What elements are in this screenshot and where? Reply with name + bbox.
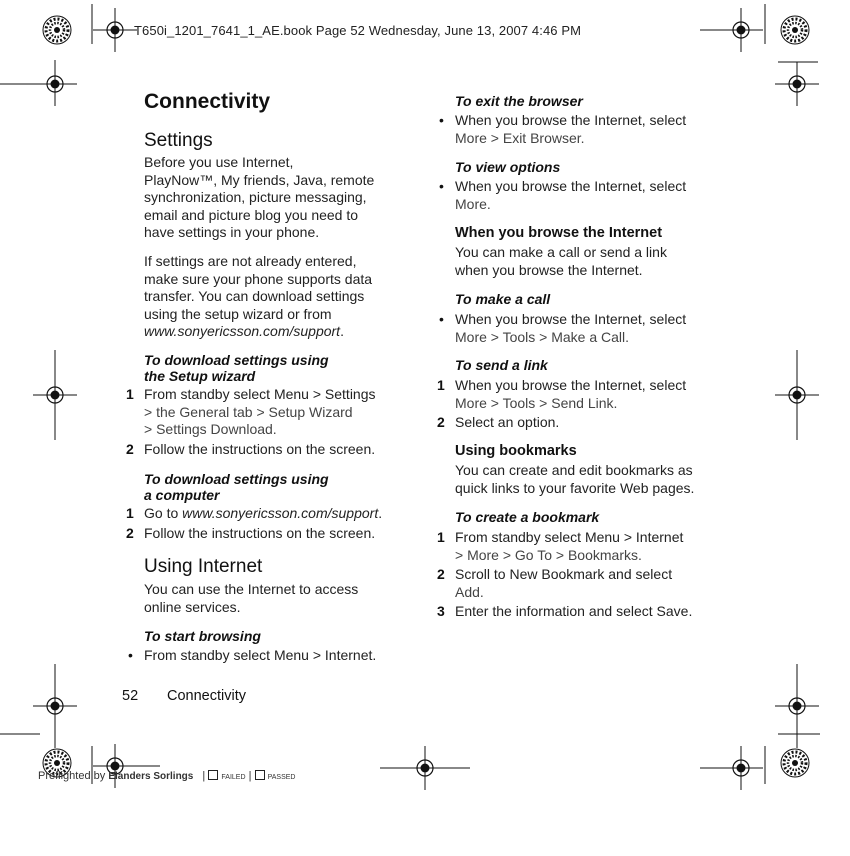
step-number: 3 bbox=[437, 603, 445, 619]
create-bookmark-steps bbox=[437, 529, 737, 629]
text-line: PlayNow™, My friends, Java, remote bbox=[144, 171, 375, 188]
support-link[interactable]: www.sonyericsson.com/support bbox=[144, 323, 341, 340]
text-line: when you browse the Internet. bbox=[455, 261, 643, 278]
color-target-top-right bbox=[781, 16, 809, 44]
step-text: When you browse the Internet, select More > Tools > Send Link. bbox=[455, 377, 687, 411]
checkbox-icon bbox=[208, 770, 218, 780]
bullet-text: When you browse the Internet, select More > Tools > Make a Call. bbox=[455, 311, 687, 345]
registration-mark-top-left bbox=[93, 8, 137, 52]
procedure-send-link: To send a link bbox=[455, 357, 548, 373]
text-line: If settings are not already entered, bbox=[144, 253, 357, 269]
text-line: a computer bbox=[144, 487, 220, 503]
bullet-icon: • bbox=[439, 311, 444, 327]
send-link-steps bbox=[437, 377, 737, 437]
page-number: 52 bbox=[122, 688, 139, 704]
text-line: You can create and edit bookmarks as bbox=[455, 462, 693, 478]
bullet-text: When you browse the Internet, select More. bbox=[455, 178, 687, 212]
bullet-icon: • bbox=[439, 178, 444, 194]
setup-wizard-steps bbox=[126, 386, 416, 466]
internet-paragraph bbox=[144, 581, 358, 616]
procedure-create-bookmark: To create a bookmark bbox=[455, 509, 600, 525]
support-link[interactable]: www.sonyericsson.com/support bbox=[182, 505, 379, 521]
bullet-text: From standby select Menu > Internet. bbox=[144, 647, 377, 663]
settings-heading: Settings bbox=[144, 130, 213, 151]
step-number: 1 bbox=[126, 505, 134, 521]
step-number: 2 bbox=[126, 441, 134, 457]
text-line: You can make a call or send a link bbox=[455, 244, 667, 260]
procedure-start-browsing: To start browsing bbox=[144, 628, 261, 644]
settings-paragraph-2 bbox=[144, 253, 372, 341]
text-line: make sure your phone supports data bbox=[144, 270, 373, 287]
step-text: From standby select Menu > Internet > More > Go To > Bookmarks. bbox=[455, 529, 684, 563]
exit-browser-bullet bbox=[439, 112, 739, 152]
procedure-setup-wizard bbox=[144, 352, 329, 384]
text-line: quick links to your favorite Web pages. bbox=[455, 479, 695, 496]
step-text: From standby select Menu > Settings > the General tab > Setup Wizard > Settings Download. bbox=[144, 386, 376, 438]
browse-paragraph bbox=[455, 244, 667, 279]
internet-heading: Using Internet bbox=[144, 556, 263, 577]
make-call-bullet bbox=[439, 311, 739, 351]
start-browsing-bullet bbox=[128, 647, 418, 667]
step-number: 2 bbox=[437, 414, 445, 430]
step-text: Follow the instructions on the screen. bbox=[144, 525, 376, 541]
text-line: using the setup wizard or from bbox=[144, 305, 332, 322]
text-line: To download settings using bbox=[144, 352, 329, 368]
text-line: transfer. You can download settings bbox=[144, 288, 365, 305]
procedure-computer bbox=[144, 471, 329, 503]
step-number: 1 bbox=[437, 529, 445, 545]
computer-steps bbox=[126, 505, 426, 545]
color-target-top-left bbox=[43, 16, 71, 44]
bookmarks-heading: Using bookmarks bbox=[455, 443, 577, 459]
step-text: Follow the instructions on the screen. bbox=[144, 441, 376, 457]
registration-mark-right-middle bbox=[775, 373, 819, 417]
step-number: 2 bbox=[126, 525, 134, 541]
procedure-make-call: To make a call bbox=[455, 291, 551, 307]
step-number: 2 bbox=[437, 566, 445, 582]
procedure-exit-browser: To exit the browser bbox=[455, 93, 583, 109]
preflight-stamp: Preflighted by Elanders Sorlings | FAILED | PASSED bbox=[38, 770, 296, 782]
browse-heading: When you browse the Internet bbox=[455, 225, 663, 241]
bullet-text: When you browse the Internet, select More > Exit Browser. bbox=[455, 112, 687, 146]
color-target-bottom-right bbox=[781, 749, 809, 777]
text-line: synchronization, picture messaging, bbox=[144, 189, 367, 206]
settings-paragraph-1 bbox=[144, 154, 374, 242]
step-number: 1 bbox=[437, 377, 445, 393]
chapter-title: Connectivity bbox=[144, 90, 271, 113]
step-text: Enter the information and select Save. bbox=[455, 603, 693, 619]
registration-mark-left-middle bbox=[33, 373, 77, 417]
text-line: the Setup wizard bbox=[144, 368, 256, 384]
slug-line: T650i_1201_7641_1_AE.book Page 52 Wednesday, June 13, 2007 4:46 PM bbox=[134, 23, 582, 38]
step-text: Go to www.sonyericsson.com/support. bbox=[144, 505, 383, 521]
procedure-view-options: To view options bbox=[455, 159, 561, 175]
text-line: online services. bbox=[144, 598, 241, 615]
text-line: To download settings using bbox=[144, 471, 329, 487]
view-options-bullet bbox=[439, 178, 739, 218]
bookmarks-paragraph bbox=[455, 462, 694, 497]
text-line: www.sonyericsson.com/support. bbox=[144, 323, 344, 340]
text-line: have settings in your phone. bbox=[144, 224, 320, 241]
text-line: email and picture blog you need to bbox=[144, 206, 359, 223]
text-line: Before you use Internet, bbox=[144, 154, 294, 170]
registration-mark-right-upper bbox=[775, 62, 819, 106]
preflight-vendor: Elanders Sorlings bbox=[108, 771, 194, 782]
bullet-icon: • bbox=[128, 647, 133, 663]
footer-section: Connectivity bbox=[167, 688, 246, 704]
text-line: You can use the Internet to access bbox=[144, 581, 359, 597]
step-text: Scroll to New Bookmark and select Add. bbox=[455, 566, 673, 600]
bullet-icon: • bbox=[439, 112, 444, 128]
step-number: 1 bbox=[126, 386, 134, 402]
checkbox-icon bbox=[255, 770, 265, 780]
step-text: Select an option. bbox=[455, 414, 560, 430]
